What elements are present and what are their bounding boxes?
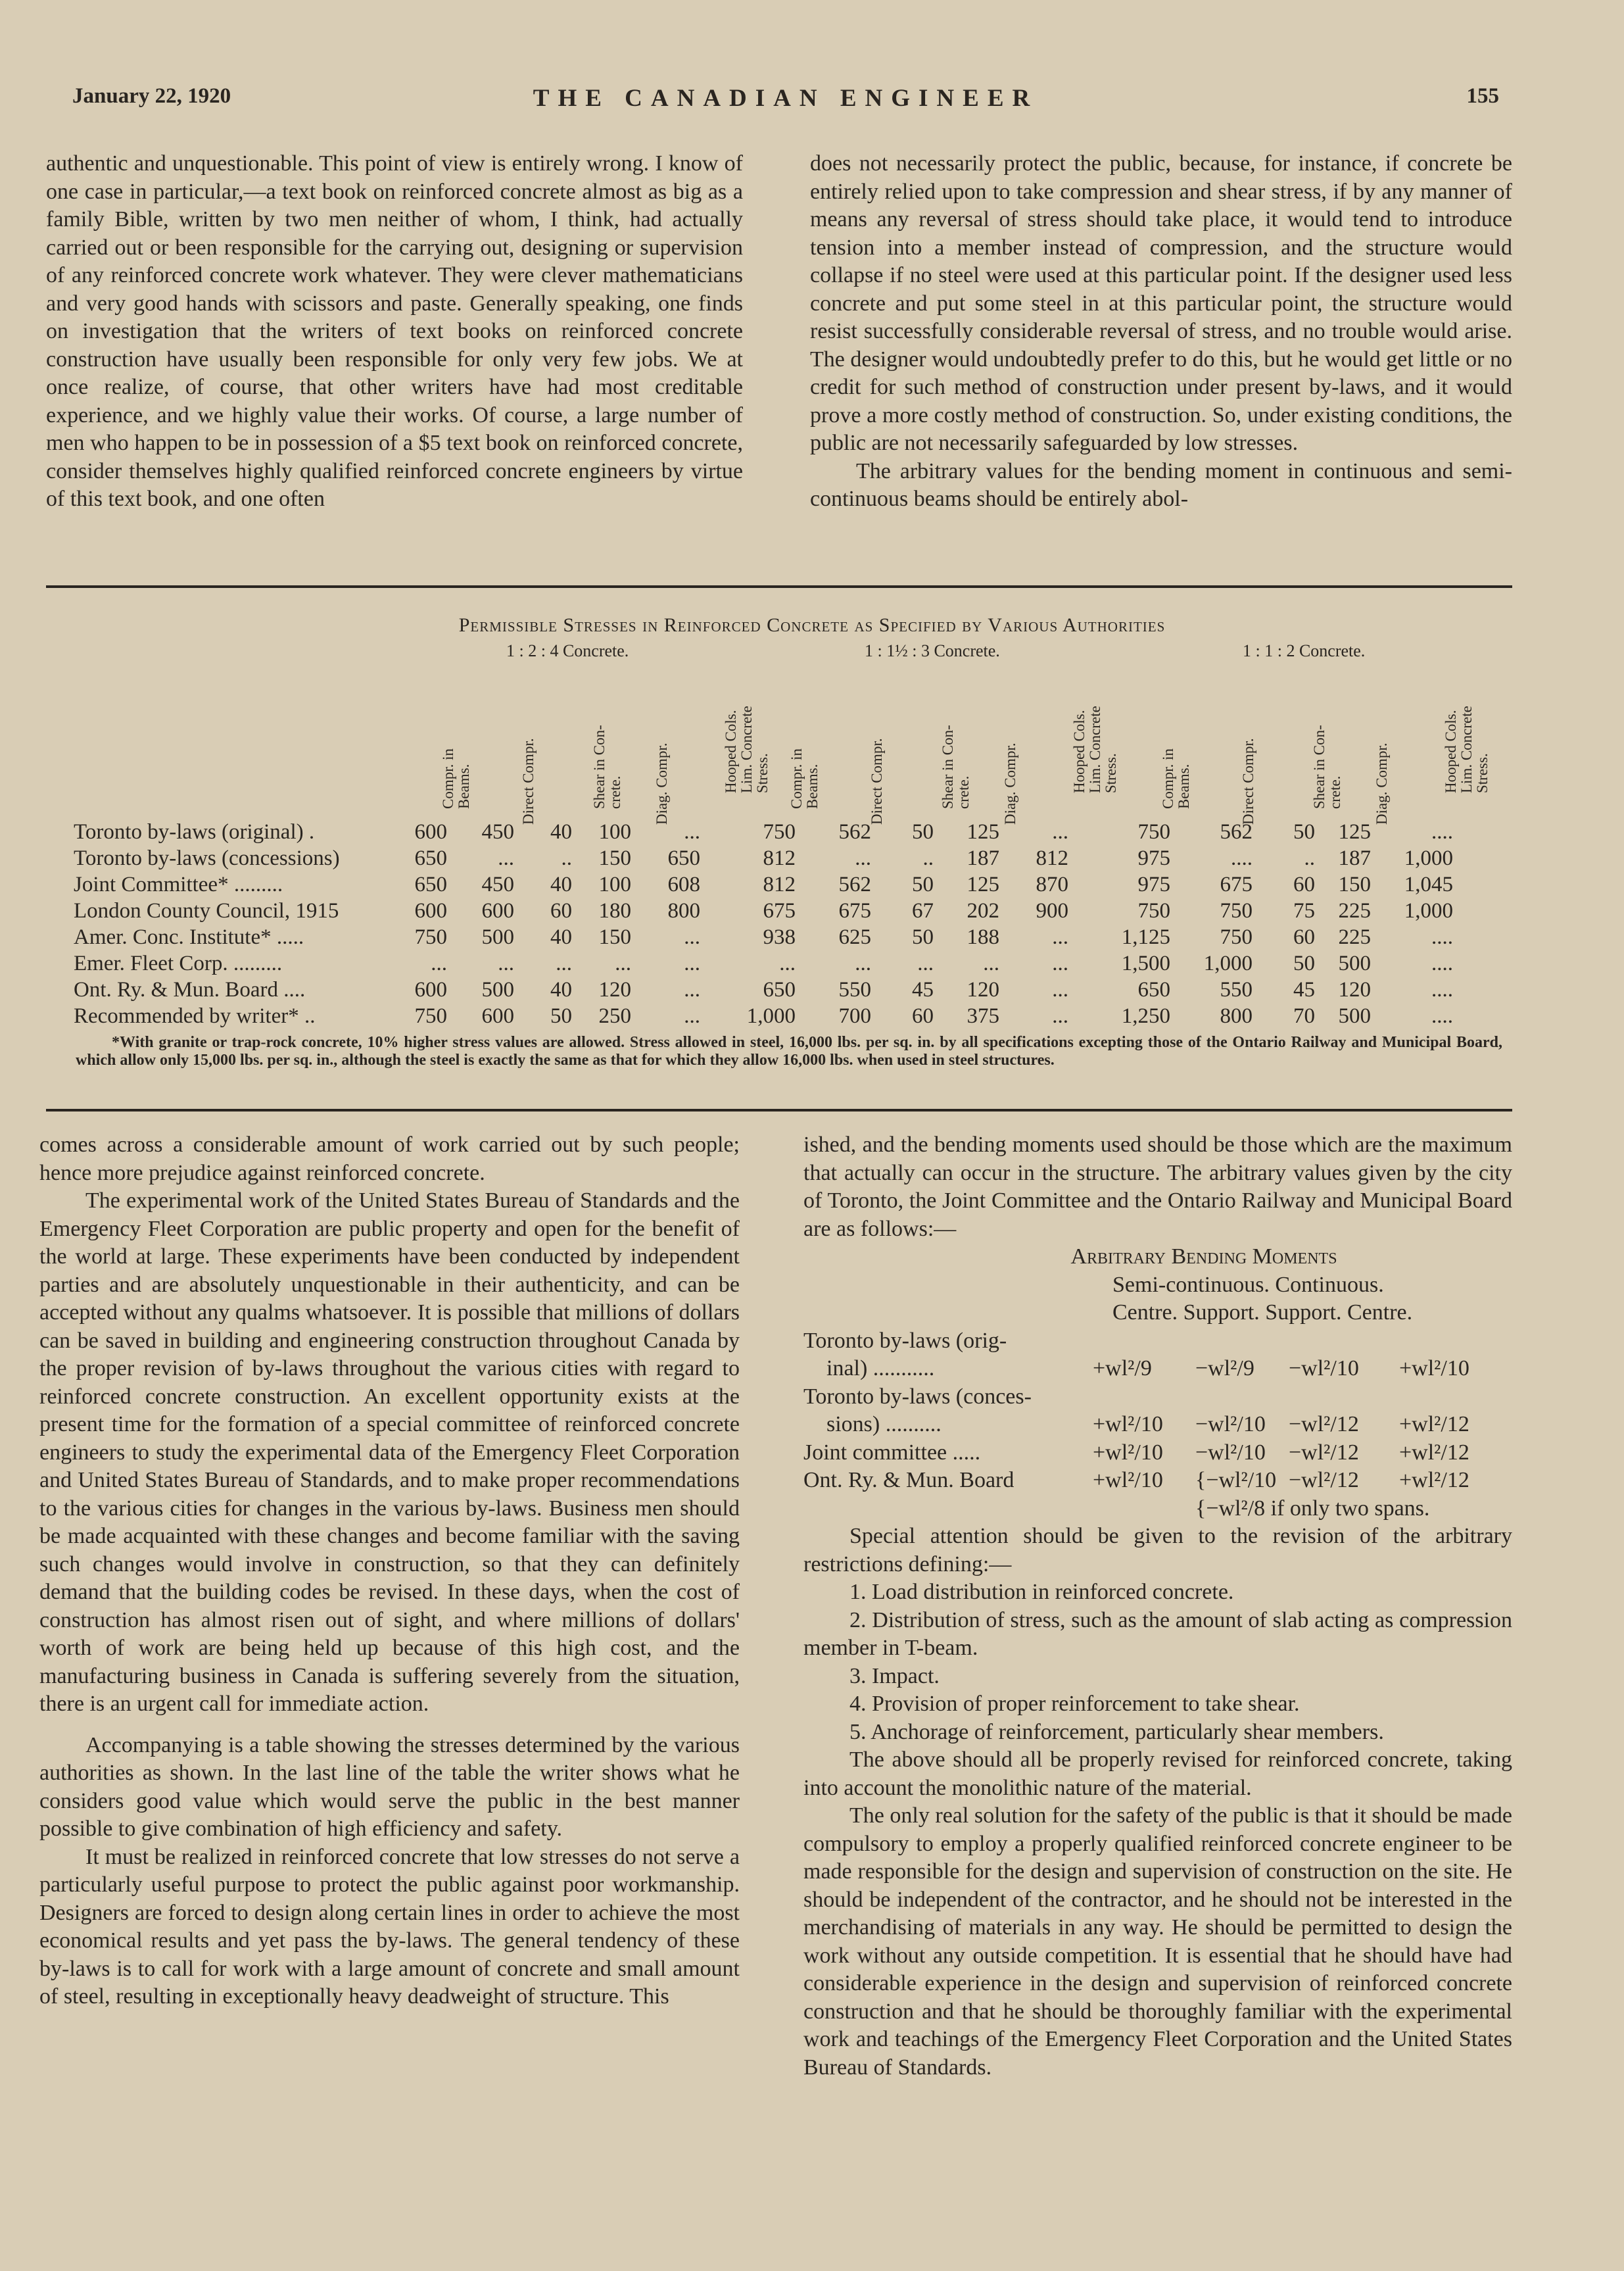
bending-moments-header: Semi-continuous. Continuous. bbox=[1112, 1272, 1384, 1297]
table-cell: 180 bbox=[598, 899, 631, 923]
bending-moment-row bbox=[803, 1383, 1512, 1411]
table-cell: 812 bbox=[1036, 846, 1068, 870]
table-cell: 1,125 bbox=[1121, 925, 1170, 949]
table-cell: 40 bbox=[550, 873, 572, 896]
table-cell: ... bbox=[684, 952, 700, 975]
column-heading: Diag. Compr. bbox=[1002, 743, 1018, 825]
top-left-column bbox=[46, 150, 743, 514]
table-cell: 202 bbox=[967, 899, 999, 923]
table-cell: 675 bbox=[763, 899, 796, 923]
table-cell: 50 bbox=[912, 873, 934, 896]
table-cell: 550 bbox=[838, 978, 871, 1002]
table-cell: 150 bbox=[1338, 873, 1371, 896]
table-cell: 125 bbox=[967, 820, 999, 844]
bending-moment-cell: −wl²/10 bbox=[1195, 1440, 1266, 1465]
bending-moment-cell: inal) ........... bbox=[826, 1356, 935, 1380]
row-label: Ont. Ry. & Mun. Board .... bbox=[74, 978, 306, 1002]
table-cell: 60 bbox=[1293, 925, 1315, 949]
table-cell: 812 bbox=[763, 873, 796, 896]
column-heading: Hooped Cols. Lim. Concrete Stress. bbox=[723, 706, 771, 793]
group-heading: 1 : 1 : 2 Concrete. bbox=[1243, 641, 1366, 660]
table-cell: 870 bbox=[1036, 873, 1068, 896]
page-header bbox=[72, 84, 1499, 117]
table-cell: ... bbox=[615, 952, 631, 975]
bending-moments-table bbox=[803, 1327, 1512, 1523]
table-cell: ... bbox=[498, 846, 514, 870]
table-cell: 1,000 bbox=[746, 1004, 796, 1028]
table-cell: .... bbox=[1431, 978, 1453, 1002]
table-cell: ... bbox=[855, 846, 871, 870]
table-cell: 125 bbox=[1338, 820, 1371, 844]
table-cell: ... bbox=[779, 952, 796, 975]
table-cell: 120 bbox=[598, 978, 631, 1002]
table-cell: 900 bbox=[1036, 899, 1068, 923]
row-label: London County Council, 1915 bbox=[74, 899, 339, 923]
table-cell: 375 bbox=[967, 1004, 999, 1028]
table-cell: ... bbox=[498, 952, 514, 975]
paragraph: does not necessarily protect the public, because, for instance, if concrete be entirely relied upon to take compression and shear stress, if by any manner of means any reversal of stress should take place, it would tend to introduce tension into a member instead of compression, and the structure would collapse if no steel were used at this particular point. If the designer used less concrete and put some steel in at this particular point, the structure would resist successfully considerable reversal of stress, and no trouble would arise. The designer would undoubtedly prefer to do this, but he would get little or no credit for such method of construction under present by-laws, and it would prove a more costly method of construction. So, under existing conditions, the public are not necessarily safeguarded by low stresses. bbox=[810, 151, 1512, 455]
table-cell: 625 bbox=[838, 925, 871, 949]
list-item: 1. Load distribution in reinforced concrete. bbox=[849, 1580, 1234, 1604]
bending-moment-cell: −wl²/12 bbox=[1289, 1440, 1359, 1465]
bending-moment-cell: +wl²/12 bbox=[1399, 1468, 1469, 1492]
journal-title: THE CANADIAN ENGINEER bbox=[533, 85, 1039, 112]
paragraph: comes across a considerable amount of work carried out by such people; hence more prejudice against reinforced concrete. bbox=[39, 1133, 740, 1185]
table-cell: ... bbox=[983, 952, 999, 975]
bottom-left-column bbox=[39, 1131, 740, 2011]
table-cell: 50 bbox=[1293, 952, 1315, 975]
column-heading: Diag. Compr. bbox=[1373, 743, 1390, 825]
paragraph: The arbitrary values for the bending moment in continuous and semi-continuous beams should be entirely abol- bbox=[810, 458, 1512, 511]
bending-moment-row bbox=[803, 1439, 1512, 1467]
paragraph: ished, and the bending moments used should be those which are the maximum that actually can occur in the structure. The arbitrary values given by the city of Toronto, the Joint Committee and the Ontario Railway and Municipal Board are as follows:— bbox=[803, 1133, 1512, 1241]
table-cell: 750 bbox=[763, 820, 796, 844]
row-label: Recommended by writer* .. bbox=[74, 1004, 316, 1028]
table-cell: 600 bbox=[414, 820, 447, 844]
paragraph: The experimental work of the United States Bureau of Standards and the Emergency Fleet Corporation are public property and open for the benefit of the world at large. These experiments have been conducted by independent parties and are absolutely unquestionable in their authenticity, and can be accepted without any qualms whatsoever. It is possible that millions of dollars can be saved in building and engineering construction throughout Canada by the proper revision of by-laws throughout the various cities with regard to reinforced concrete construction. An excellent opportunity exists at the present time for the formation of a special committee of reinforced concrete engineers to study the experimental data of the Emergency Fleet Corporation and United States Bureau of Standards, and to make proper recommendations to the various cities for changes in the various by-laws. Business men should be made acquainted with these changes and become familiar with the saving such changes would involve in construction, so that they can definitely demand that the building codes be revised. In these days, when the cost of construction has almost risen out of sight, and where millions of dollars' worth of work are being held up because of this high cost, and the manufacturing business in Canada is suffering severely from the situation, there is an urgent call for immediate action. bbox=[39, 1188, 740, 1716]
table-cell: ... bbox=[1052, 820, 1068, 844]
table-cell: 600 bbox=[481, 1004, 514, 1028]
table-cell: 800 bbox=[1220, 1004, 1253, 1028]
row-label: Toronto by-laws (concessions) bbox=[74, 846, 340, 870]
list-item: 5. Anchorage of reinforcement, particularly shear members. bbox=[849, 1719, 1384, 1744]
row-label: Amer. Conc. Institute* ..... bbox=[74, 925, 304, 949]
table-cell: 125 bbox=[967, 873, 999, 896]
table-cell: 750 bbox=[414, 925, 447, 949]
paragraph: The only real solution for the safety of the public is that it should be made compulsory to employ a properly qualified reinforced concrete engineer to be made responsible for the design and supervision of construction on the site. He should be independent of the contractor, and he should not be interested in the merchandising of materials in any way. He should be permitted to design the work without any outside competition. It is essential that he should have had considerable experience in the design and supervision of reinforced concrete construction and that he should be thoroughly familiar with the experimental work and teachings of the Emergency Fleet Corporation and the United States Bureau of Standards. bbox=[803, 1803, 1512, 2080]
table-cell: ... bbox=[684, 925, 700, 949]
table-cell: .. bbox=[1304, 846, 1315, 870]
bending-moment-cell: +wl²/10 bbox=[1093, 1412, 1163, 1436]
bending-moments-title: Arbitrary Bending Moments bbox=[1070, 1244, 1337, 1269]
table-cell: 650 bbox=[1137, 978, 1170, 1002]
bending-moment-cell: −wl²/9 bbox=[1195, 1356, 1254, 1380]
bending-moment-cell: Toronto by-laws (conces- bbox=[803, 1384, 1032, 1409]
list-item: 4. Provision of proper reinforcement to take shear. bbox=[849, 1692, 1300, 1716]
bottom-right-column bbox=[803, 1131, 1512, 2082]
paragraph: It must be realized in reinforced concrete that low stresses do not serve a particularly useful purpose to protect the public against poor workmanship. Designers are forced to design along certain lines in order to achieve the most economical results and yet pass the by-laws. The general tendency of these by-laws is to call for work with a large amount of concrete and small amount of steel, resulting in exceptionally heavy deadweight of structure. This bbox=[39, 1844, 740, 2009]
table-cell: 40 bbox=[550, 925, 572, 949]
table-cell: ... bbox=[556, 952, 572, 975]
table-cell: 675 bbox=[1220, 873, 1253, 896]
table-cell: 500 bbox=[481, 978, 514, 1002]
table-top-rule bbox=[46, 585, 1512, 588]
table-cell: ... bbox=[684, 1004, 700, 1028]
table-cell: 562 bbox=[1220, 820, 1253, 844]
table-cell: 60 bbox=[912, 1004, 934, 1028]
restriction-list bbox=[803, 1578, 1512, 1746]
table-cell: 50 bbox=[912, 925, 934, 949]
table-cell: 750 bbox=[1220, 925, 1253, 949]
table-cell: 120 bbox=[1338, 978, 1371, 1002]
list-item: 2. Distribution of stress, such as the amount of slab acting as compression member in T-beam. bbox=[803, 1607, 1512, 1660]
table-cell: 500 bbox=[481, 925, 514, 949]
table-cell: .... bbox=[1431, 820, 1453, 844]
table-cell: 600 bbox=[414, 899, 447, 923]
bending-moment-cell: +wl²/10 bbox=[1093, 1440, 1163, 1465]
table-cell: 45 bbox=[1293, 978, 1315, 1002]
table-cell: 50 bbox=[550, 1004, 572, 1028]
table-cell: 450 bbox=[481, 820, 514, 844]
bending-moment-cell: Ont. Ry. & Mun. Board bbox=[803, 1468, 1015, 1492]
table-cell: 750 bbox=[1137, 899, 1170, 923]
table-cell: 800 bbox=[667, 899, 700, 923]
paragraph: Special attention should be given to the revision of the arbitrary restrictions defining:— bbox=[803, 1524, 1512, 1576]
table-cell: 750 bbox=[1220, 899, 1253, 923]
column-heading: Diag. Compr. bbox=[654, 743, 670, 825]
table-cell: 150 bbox=[598, 925, 631, 949]
column-heading: Compr. in Beams. bbox=[440, 748, 472, 809]
table-cell: 1,250 bbox=[1121, 1004, 1170, 1028]
table-cell: 1,045 bbox=[1404, 873, 1453, 896]
table-cell: ... bbox=[1052, 925, 1068, 949]
table-cell: 187 bbox=[967, 846, 999, 870]
table-cell: ... bbox=[684, 978, 700, 1002]
column-heading: Compr. in Beams. bbox=[788, 748, 821, 809]
column-heading: Hooped Cols. Lim. Concrete Stress. bbox=[1443, 706, 1491, 793]
table-cell: 550 bbox=[1220, 978, 1253, 1002]
table-cell: 1,500 bbox=[1121, 952, 1170, 975]
group-heading: 1 : 2 : 4 Concrete. bbox=[506, 641, 629, 660]
row-label: Toronto by-laws (original) . bbox=[74, 820, 315, 844]
table-cell: .... bbox=[1431, 1004, 1453, 1028]
list-item: 3. Impact. bbox=[849, 1663, 940, 1688]
table-cell: .. bbox=[561, 846, 572, 870]
table-cell: 938 bbox=[763, 925, 796, 949]
table-cell: ... bbox=[855, 952, 871, 975]
paragraph: The above should all be properly revised for reinforced concrete, taking into account the monolithic nature of the material. bbox=[803, 1747, 1512, 1800]
bending-moment-row bbox=[803, 1327, 1512, 1355]
table-cell: 975 bbox=[1137, 873, 1170, 896]
table-cell: ... bbox=[1052, 952, 1068, 975]
table-cell: 600 bbox=[481, 899, 514, 923]
table-cell: 45 bbox=[912, 978, 934, 1002]
column-heading: Compr. in Beams. bbox=[1160, 748, 1192, 809]
bending-moment-cell: Joint committee ..... bbox=[803, 1440, 981, 1465]
table-cell: 50 bbox=[912, 820, 934, 844]
column-heading: Direct Compr. bbox=[520, 738, 537, 825]
table-cell: 650 bbox=[763, 978, 796, 1002]
table-cell: 75 bbox=[1293, 899, 1315, 923]
bending-moment-cell: {−wl²/8 if only two spans. bbox=[1195, 1496, 1430, 1521]
table-cell: 60 bbox=[1293, 873, 1315, 896]
paragraph: authentic and unquestionable. This point of view is entirely wrong. I know of one case in particular,—a text book on reinforced concrete almost as big as a family Bible, written by two men neither of whom, I think, had actually carried out or been responsible for the carrying out, designing or supervision of any reinforced concrete work whatever. They were clever mathematicians and very good hands with scissors and paste. Generally speaking, one finds on investigation that the writers of text books on reinforced concrete construction have usually been responsible for only very few jobs. We at once realize, of course, that other writers have had most creditable experience, and we highly value their works. Of course, a large number of men who happen to be in possession of a $5 text book on reinforced concrete, consider themselves highly qualified reinforced concrete engineers by virtue of this text book, and one often bbox=[46, 151, 743, 511]
table-cell: 975 bbox=[1137, 846, 1170, 870]
paragraph: Accompanying is a table showing the stresses determined by the various authorities as shown. In the last line of the table the writer shows what he considers good value which would serve the public in the best manner possible to give combination of high efficiency and safety. bbox=[39, 1732, 740, 1841]
bending-moment-row bbox=[803, 1411, 1512, 1439]
table-cell: 650 bbox=[414, 846, 447, 870]
bending-moment-cell: sions) .......... bbox=[826, 1412, 942, 1436]
table-cell: ... bbox=[684, 820, 700, 844]
bending-moment-cell: {−wl²/10 bbox=[1195, 1468, 1277, 1492]
table-footnote: *With granite or trap-rock concrete, 10% higher stress values are allowed. Stress allowed in steel, 16,000 lbs. per sq. in. by all specifications excepting those of the Ontario Railway and Municipal Board, which allow only 15,000 lbs. per sq. in., although the steel is exactly the same as that for which they allow 16,000 lbs. when used in steel structures. bbox=[76, 1034, 1502, 1069]
table-cell: 50 bbox=[1293, 820, 1315, 844]
top-right-column bbox=[810, 150, 1512, 514]
row-label: Joint Committee* ......... bbox=[74, 873, 283, 896]
table-cell: 1,000 bbox=[1404, 899, 1453, 923]
table-cell: 812 bbox=[763, 846, 796, 870]
table-cell: 67 bbox=[912, 899, 934, 923]
table-cell: 225 bbox=[1338, 925, 1371, 949]
bending-moment-cell: +wl²/12 bbox=[1399, 1412, 1469, 1436]
table-cell: 70 bbox=[1293, 1004, 1315, 1028]
issue-date: January 22, 1920 bbox=[72, 84, 231, 108]
table-cell: 650 bbox=[414, 873, 447, 896]
bending-moment-cell: +wl²/10 bbox=[1399, 1356, 1469, 1380]
table-cell: 60 bbox=[550, 899, 572, 923]
table-cell: 608 bbox=[667, 873, 700, 896]
table-title: Permissible Stresses in Reinforced Concrete as Specified by Various Authorities bbox=[458, 614, 1166, 636]
table-cell: .... bbox=[1431, 925, 1453, 949]
table-cell: 150 bbox=[598, 846, 631, 870]
table-cell: .. bbox=[922, 846, 934, 870]
table-cell: 250 bbox=[598, 1004, 631, 1028]
table-cell: 100 bbox=[598, 873, 631, 896]
row-label: Emer. Fleet Corp. ......... bbox=[74, 952, 283, 975]
table-cell: ... bbox=[1052, 1004, 1068, 1028]
column-heading: Shear in Con- crete. bbox=[940, 725, 972, 809]
table-cell: 120 bbox=[967, 978, 999, 1002]
bending-moment-cell: −wl²/12 bbox=[1289, 1412, 1359, 1436]
table-bottom-rule bbox=[46, 1109, 1512, 1111]
bending-moment-cell: −wl²/10 bbox=[1195, 1412, 1266, 1436]
column-heading: Hooped Cols. Lim. Concrete Stress. bbox=[1071, 706, 1119, 793]
table-cell: 500 bbox=[1338, 1004, 1371, 1028]
table-cell: 100 bbox=[598, 820, 631, 844]
group-heading: 1 : 1½ : 3 Concrete. bbox=[865, 641, 1000, 660]
table-cell: ... bbox=[431, 952, 447, 975]
table-cell: 40 bbox=[550, 978, 572, 1002]
page-number: 155 bbox=[1466, 84, 1499, 108]
column-heading: Shear in Con- crete. bbox=[1311, 725, 1343, 809]
table-cell: 562 bbox=[838, 820, 871, 844]
bending-moment-cell: +wl²/12 bbox=[1399, 1440, 1469, 1465]
table-cell: 187 bbox=[1338, 846, 1371, 870]
bending-moment-cell: +wl²/10 bbox=[1093, 1468, 1163, 1492]
bending-moment-row bbox=[803, 1495, 1512, 1523]
table-cell: 188 bbox=[967, 925, 999, 949]
table-cell: 450 bbox=[481, 873, 514, 896]
table-cell: 600 bbox=[414, 978, 447, 1002]
table-cell: 750 bbox=[1137, 820, 1170, 844]
table-cell: 562 bbox=[838, 873, 871, 896]
table-cell: ... bbox=[1052, 978, 1068, 1002]
bending-moment-cell: +wl²/9 bbox=[1093, 1356, 1152, 1380]
table-cell: .... bbox=[1231, 846, 1253, 870]
bending-moments-header: Centre. Support. Support. Centre. bbox=[1112, 1300, 1413, 1325]
column-heading: Shear in Con- crete. bbox=[591, 725, 623, 809]
bending-moment-row bbox=[803, 1355, 1512, 1383]
column-heading: Direct Compr. bbox=[1240, 738, 1256, 825]
table-cell: .... bbox=[1431, 952, 1453, 975]
column-heading: Direct Compr. bbox=[869, 738, 885, 825]
table-cell: 1,000 bbox=[1404, 846, 1453, 870]
bending-moment-cell: −wl²/10 bbox=[1289, 1356, 1359, 1380]
table-cell: 700 bbox=[838, 1004, 871, 1028]
table-cell: 675 bbox=[838, 899, 871, 923]
table-cell: 225 bbox=[1338, 899, 1371, 923]
table-cell: 750 bbox=[414, 1004, 447, 1028]
table-cell: 40 bbox=[550, 820, 572, 844]
bending-moment-cell: Toronto by-laws (orig- bbox=[803, 1328, 1007, 1353]
table-cell: ... bbox=[917, 952, 934, 975]
bending-moment-row bbox=[803, 1467, 1512, 1495]
table-cell: 500 bbox=[1338, 952, 1371, 975]
bending-moment-cell: −wl²/12 bbox=[1289, 1468, 1359, 1492]
table-cell: 1,000 bbox=[1203, 952, 1253, 975]
table-cell: 650 bbox=[667, 846, 700, 870]
